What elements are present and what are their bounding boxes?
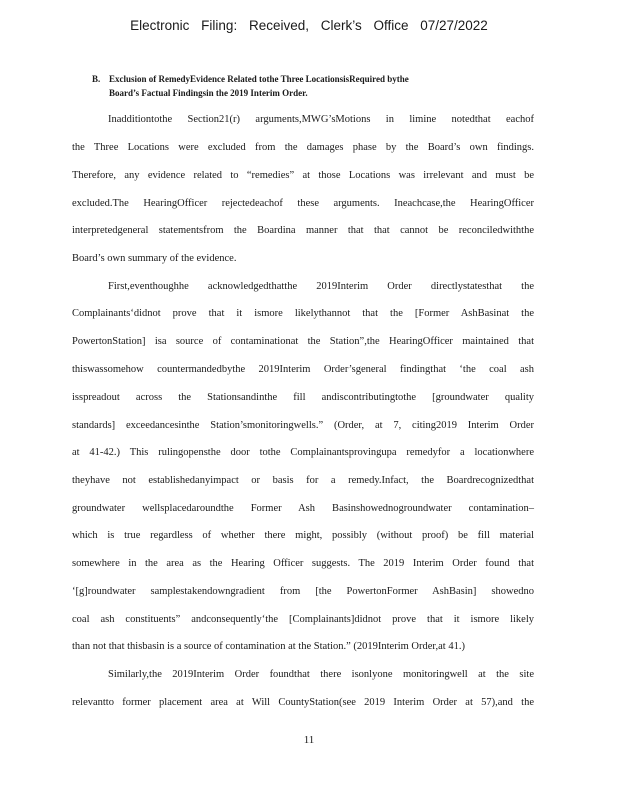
body-line-20: than not that thisbasin is a source of contamination at the Station.” (2019Interim Order,at 41.) <box>72 641 465 652</box>
body-line-16: which is true regardless of whether there might, possibly (without proof) be fill material <box>72 530 534 541</box>
body-line-11: isspreadout across the Stationsandinthe fill andiscontributingtothe [groundwater quality <box>72 392 534 403</box>
body-line-5: interpretedgeneral statementsfrom the Boardina manner that that cannot be reconciledwiththe <box>72 225 534 236</box>
body-line-22: relevantto former placement area at Will CountyStation(see 2019 Interim Order at 57),and the <box>72 697 534 708</box>
body-line-1: Inadditiontothe Section21(r) arguments,MWG’sMotions in limine notedthat eachof <box>108 114 534 125</box>
page-number: 11 <box>303 734 315 746</box>
body-line-4: excluded.The HearingOfficer rejectedeachof these arguments. Ineachcase,the HearingOfficer <box>72 198 534 209</box>
body-line-10: thiswassomehow countermandedbythe 2019Interim Order’sgeneral findingthat ‘the coal ash <box>72 364 534 375</box>
body-line-2: the Three Locations were excluded from the damages phase by the Board’s own findings. <box>72 142 534 153</box>
body-line-8: Complainants‘didnot prove that it ismore likelythannot that the [Former AshBasinat the <box>72 308 534 319</box>
section-label: B. <box>92 74 101 84</box>
body-line-13: at 41-42.) This rulingopensthe door tothe Complainantsprovingupa remedyfor a locationwhere <box>72 447 534 458</box>
efiling-stamp-header: Electronic Filing: Received, Clerk’s Office 07/27/2022 <box>130 18 488 33</box>
section-heading-line-1: Exclusion of RemedyEvidence Related tothe Three LocationsisRequired bythe <box>109 74 409 84</box>
body-line-17: somewhere in the area as the Hearing Officer suggests. The 2019 Interim Order found that <box>72 558 534 569</box>
body-line-9: PowertonStation] isa source of contaminationat the Station”,the HearingOfficer maintained that <box>72 336 534 347</box>
body-line-12: standards] exceedancesinthe Station’smonitoringwells.” (Order, at 7, citing2019 Interim Order <box>72 420 534 431</box>
body-line-3: Therefore, any evidence related to “remedies” at those Locations was irrelevant and must be <box>72 170 534 181</box>
body-line-14: theyhave not establishedanyimpact or basis for a remedy.Infact, the Boardrecognizedthat <box>72 475 534 486</box>
body-line-15: groundwater wellsplacedaroundthe Former Ash Basinshowednogroundwater contamination– <box>72 503 534 514</box>
body-line-6: Board’s own summary of the evidence. <box>72 253 237 264</box>
body-line-7: First,eventhoughhe acknowledgedthatthe 2019Interim Order directlystatesthat the <box>108 281 534 292</box>
body-line-19: coal ash constituents” andconsequently‘the [Complainants]didnot prove that it ismore likely <box>72 614 534 625</box>
body-line-21: Similarly,the 2019Interim Order foundthat there isonlyone monitoringwell at the site <box>108 669 534 680</box>
section-heading-line-2: Board’s Factual Findingsin the 2019 Interim Order. <box>109 88 308 98</box>
body-line-18: ‘[g]roundwater samplestakendowngradient from [the PowertonFormer AshBasin] showedno <box>72 586 534 597</box>
